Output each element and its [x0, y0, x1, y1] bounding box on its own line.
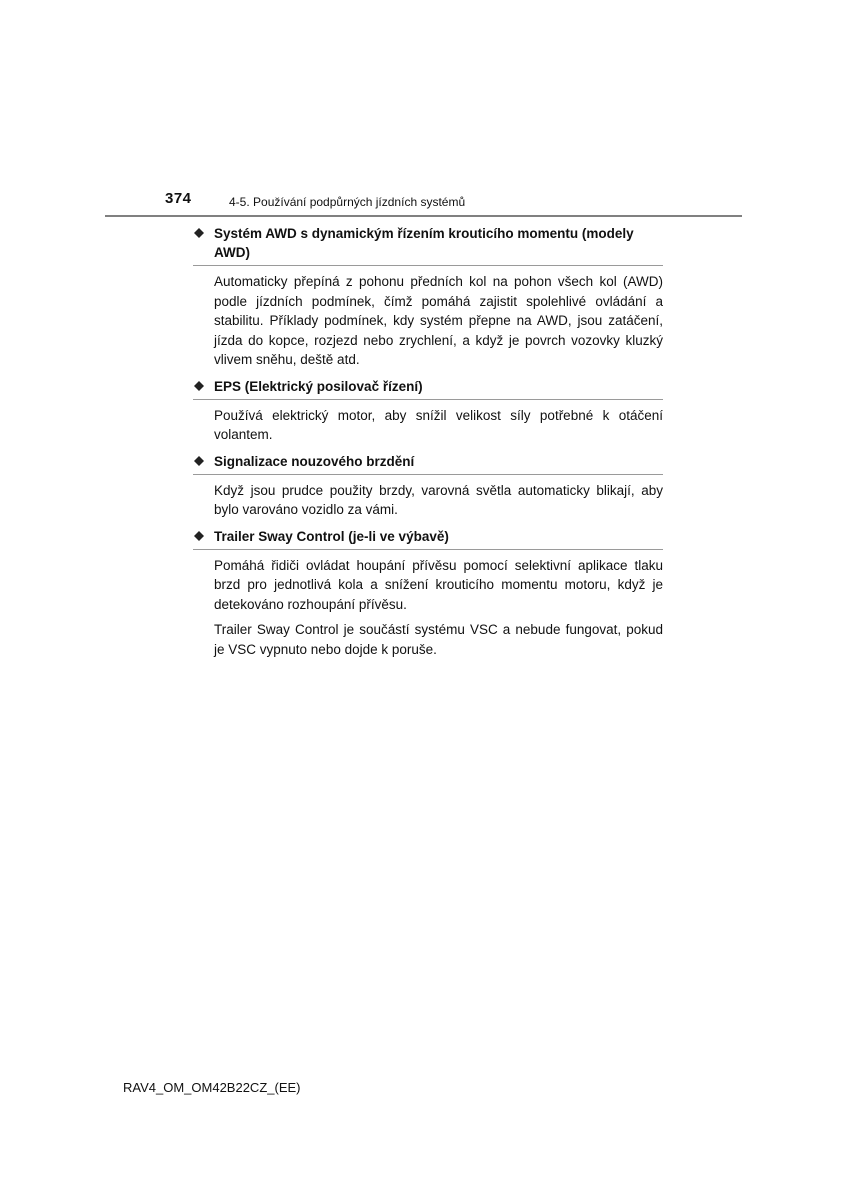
section-paragraph: Trailer Sway Control je součástí systému VSC a nebude fungovat, pokud je VSC vypnuto nebo dojde k poruše.	[214, 622, 663, 657]
diamond-bullet-icon	[194, 228, 204, 238]
section-heading	[193, 224, 663, 266]
section-heading	[193, 527, 663, 550]
header-divider	[105, 215, 742, 217]
section-eps	[193, 377, 663, 445]
section-emergency-braking	[193, 452, 663, 520]
page-header	[0, 190, 848, 220]
diamond-bullet-icon	[194, 456, 204, 466]
section-paragraph: Používá elektrický motor, aby snížil velikost síly potřebné k otáčení volantem.	[214, 407, 663, 442]
section-heading-text: Signalizace nouzového brzdění	[214, 453, 415, 469]
section-heading	[193, 452, 663, 475]
section-title: 4-5. Používání podpůrných jízdních systémů	[229, 195, 466, 209]
footer-doc-code: RAV4_OM_OM42B22CZ_(EE)	[123, 1080, 301, 1095]
section-heading	[193, 377, 663, 400]
diamond-bullet-icon	[194, 531, 204, 541]
section-trailer-sway	[193, 527, 663, 660]
section-paragraph: Pomáhá řidiči ovládat houpání přívěsu pomocí selektivní aplikace tlaku brzd pro jednotlivá kola a snížení krouticího momentu motoru, když je detekováno rozhoupání přívěsu.	[214, 557, 663, 612]
section-heading-text: Systém AWD s dynamickým řízením krouticího momentu (modely AWD)	[214, 226, 634, 260]
section-awd	[193, 224, 663, 370]
main-content	[193, 224, 663, 666]
section-paragraph: Automaticky přepíná z pohonu předních kol na pohon všech kol (AWD) podle jízdních podmínek, čímž pomáhá zajistit spolehlivé ovládání a stabilitu. Příklady podmínek, kdy systém přepne na AWD, jsou zatáčení, jízda do kopce, rozjezd nebo zrychlení, a když je povrch vozovky kluzký vlivem sněhu, deště atd.	[214, 274, 663, 367]
page-number: 374	[165, 190, 192, 207]
section-heading-text: Trailer Sway Control (je-li ve výbavě)	[214, 528, 449, 544]
section-heading-text: EPS (Elektrický posilovač řízení)	[214, 378, 423, 394]
section-paragraph: Když jsou prudce použity brzdy, varovná světla automaticky blikají, aby bylo varováno vozidlo za vámi.	[214, 482, 663, 517]
diamond-bullet-icon	[194, 381, 204, 391]
